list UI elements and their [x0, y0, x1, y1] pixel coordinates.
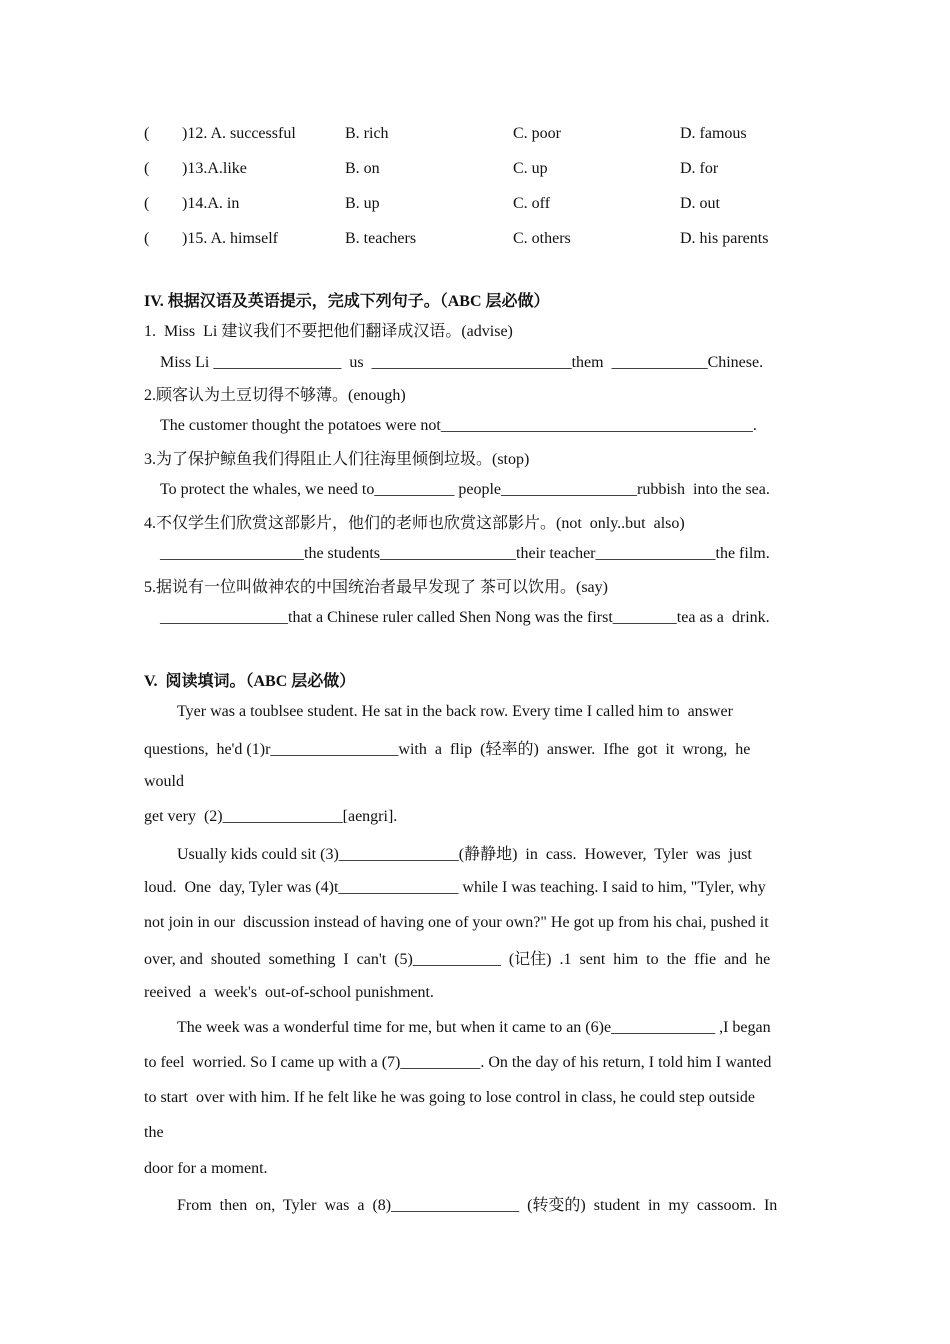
- option-d: D. out: [680, 195, 720, 212]
- passage-line: door for a moment.: [144, 1160, 268, 1177]
- item-answer-line: __________________the students_________________their teacher_______________the film.: [160, 545, 770, 562]
- answer-paren: (: [144, 125, 150, 142]
- passage-line: the: [144, 1124, 164, 1141]
- item-answer-line: ________________that a Chinese ruler called Shen Nong was the first________tea as a drink.: [160, 609, 770, 626]
- option-d: D. for: [680, 160, 719, 177]
- passage-line: reeived a week's out-of-school punishment.: [144, 984, 434, 1001]
- item-prompt: 3.为了保护鲸鱼我们得阻止人们往海里倾倒垃圾。(stop): [144, 451, 530, 468]
- passage-line: From then on, Tyler was a (8)________________ (转变的) student in my cassoom. In: [177, 1197, 778, 1214]
- option-b: B. rich: [345, 125, 389, 142]
- section-heading: IV. 根据汉语及英语提示，完成下列句子。（ABC 层必做）: [144, 293, 550, 310]
- option-c: C. off: [513, 195, 551, 212]
- answer-paren: (: [144, 230, 150, 247]
- passage-line: questions, he'd (1)r________________with a flip (轻率的) answer. Ifhe got it wrong, he: [144, 741, 751, 758]
- item-prompt: 2.顾客认为土豆切得不够薄。(enough): [144, 387, 406, 404]
- item-answer-line: Miss Li ________________ us _________________________them ____________Chinese.: [160, 354, 764, 371]
- passage-line: to feel worried. So I came up with a (7)__________. On the day of his return, I told him I wanted: [144, 1054, 772, 1071]
- passage-line: over, and shouted something I can't (5)___________ (记住) .1 sent him to the ffie and he: [144, 951, 771, 968]
- option-b: B. on: [345, 160, 380, 177]
- passage-line: The week was a wonderful time for me, but when it came to an (6)e_____________ ,I began: [177, 1019, 771, 1036]
- answer-paren: (: [144, 195, 150, 212]
- option-c: C. poor: [513, 125, 561, 142]
- option-a: )15. A. himself: [182, 230, 278, 247]
- option-c: C. up: [513, 160, 548, 177]
- option-b: B. up: [345, 195, 380, 212]
- passage-line: Usually kids could sit (3)_______________(静静地) in cass. However, Tyler was just: [177, 846, 752, 863]
- option-a: )12. A. successful: [182, 125, 296, 142]
- passage-line: would: [144, 773, 184, 790]
- passage-line: Tyer was a toublsee student. He sat in the back row. Every time I called him to answer: [177, 703, 733, 720]
- passage-line: get very (2)_______________[aengri].: [144, 808, 398, 825]
- item-prompt: 1. Miss Li 建议我们不要把他们翻译成汉语。(advise): [144, 323, 513, 340]
- option-a: )13.A.like: [182, 160, 247, 177]
- answer-paren: (: [144, 160, 150, 177]
- option-a: )14.A. in: [182, 195, 240, 212]
- option-c: C. others: [513, 230, 571, 247]
- item-prompt: 5.据说有一位叫做神农的中国统治者最早发现了 茶可以饮用。(say): [144, 579, 608, 596]
- option-d: D. his parents: [680, 230, 769, 247]
- item-answer-line: To protect the whales, we need to__________ people_________________rubbish into the sea.: [160, 481, 770, 498]
- item-answer-line: The customer thought the potatoes were not_______________________________________.: [160, 417, 757, 434]
- option-b: B. teachers: [345, 230, 417, 247]
- passage-line: to start over with him. If he felt like he was going to lose control in class, he could step outside: [144, 1089, 755, 1106]
- option-d: D. famous: [680, 125, 747, 142]
- item-prompt: 4.不仅学生们欣赏这部影片，他们的老师也欣赏这部影片。(not only..but also): [144, 515, 685, 532]
- section-heading: V. 阅读填词。（ABC 层必做）: [144, 673, 356, 690]
- passage-line: loud. One day, Tyler was (4)t_______________ while I was teaching. I said to him, "Tyler, why: [144, 879, 766, 896]
- passage-line: not join in our discussion instead of having one of your own?" He got up from his chai, pushed it: [144, 914, 769, 931]
